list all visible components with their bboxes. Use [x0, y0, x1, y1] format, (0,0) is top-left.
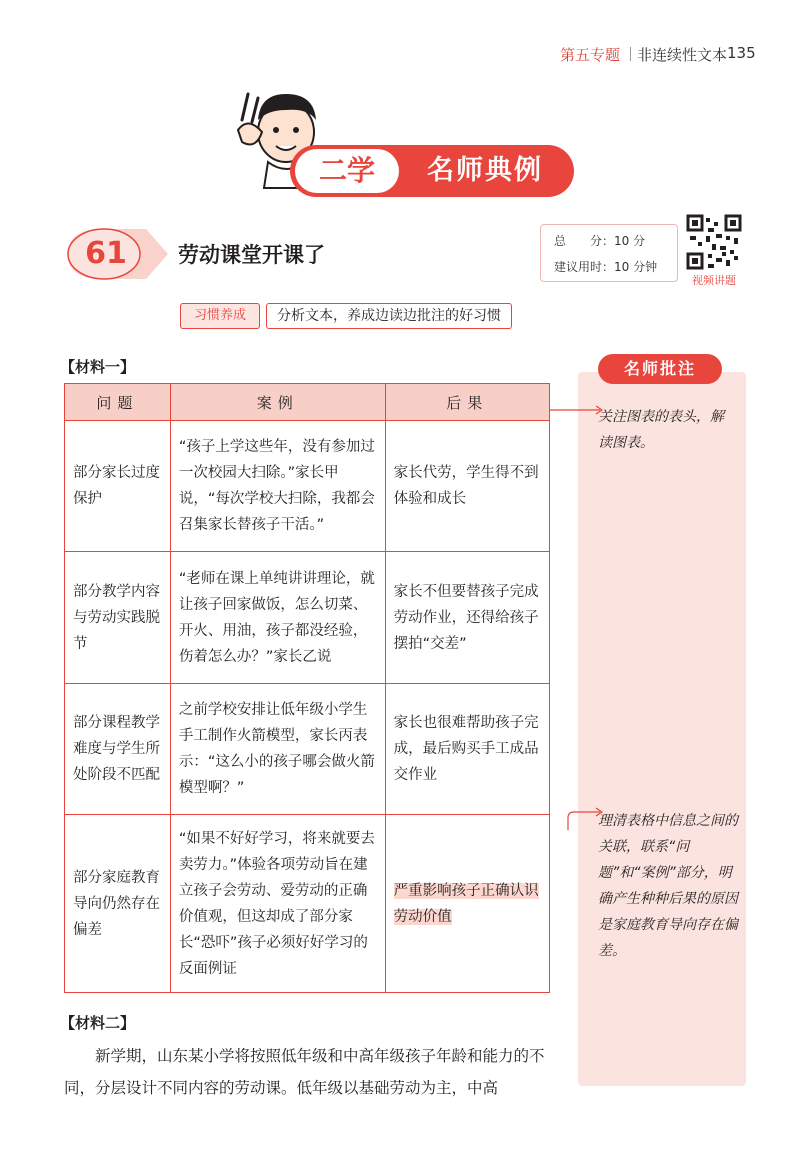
header-divider	[630, 47, 631, 61]
teacher-notes-tag: 名师批注	[598, 354, 722, 384]
cell-consequence: 家长代劳，学生得不到体验和成长	[385, 421, 549, 552]
cell-consequence: 家长不但要替孩子完成劳动作业，还得给孩子摆拍“交差”	[385, 552, 549, 684]
cell-problem: 部分课程教学难度与学生所处阶段不匹配	[65, 684, 171, 815]
page-header	[0, 0, 800, 86]
material-2-paragraph: 新学期，山东某小学将按照低年级和中高年级孩子年龄和能力的不同，分层设计不同内容的劳动课。低年级以基础劳动为主，中高	[64, 1047, 545, 1097]
cell-consequence: 家长也很难帮助孩子完成，最后购买手工成品交作业	[385, 684, 549, 815]
banner-title: 名师典例	[427, 155, 543, 186]
header-topic: 第五专题	[560, 46, 621, 64]
habit-tag: 习惯养成	[180, 303, 260, 329]
lesson-title: 劳动课堂开课了	[178, 243, 325, 267]
cell-problem: 部分家长过度保护	[65, 421, 171, 552]
cell-problem: 部分家庭教育导向仍然存在偏差	[65, 815, 171, 993]
cell-case: 之前学校安排让低年级小学生手工制作火箭模型，家长丙表示：“这么小的孩子哪会做火箭模型啊？”	[170, 684, 385, 815]
header-section-title: 非连续性文本	[637, 46, 728, 64]
cell-case: “孩子上学这些年，没有参加过一次校园大扫除。”家长甲说，“每次学校大扫除，我都会召集家长替孩子干活。”	[170, 421, 385, 552]
table-row	[65, 684, 550, 815]
material-1-table	[64, 383, 550, 993]
cell-case: “老师在课上单纯讲讲理论，就让孩子回家做饭，怎么切菜、开火、用油，孩子都没经验，伤着怎么办？”家长乙说	[170, 552, 385, 684]
column-header-case: 案例	[170, 384, 385, 421]
table-row	[65, 815, 550, 993]
column-header-consequence: 后果	[385, 384, 549, 421]
cell-case: “如果不好好学习，将来就要去卖劳力。”体验各项劳动旨在建立孩子会劳动、爱劳动的正确价值观，但这却成了部分家长“恐吓”孩子必须好好学习的反面例证	[170, 815, 385, 993]
cell-consequence	[385, 815, 549, 993]
column-header-problem: 问题	[65, 384, 171, 421]
annotation-connector	[548, 400, 608, 830]
suggested-time: 建议用时：10 分钟	[554, 260, 658, 274]
teacher-note-1: 关注图表的表头，解读图表。	[598, 409, 724, 451]
table-header-row	[65, 384, 550, 421]
total-score: 总 分：10 分	[554, 234, 646, 248]
material-1-heading: 【材料一】	[60, 358, 136, 376]
cell-problem: 部分教学内容与劳动实践脱节	[65, 552, 171, 684]
table-row	[65, 421, 550, 552]
teacher-note-2: 理清表格中信息之间的关联，联系“问题”和“案例”部分，明确产生种种后果的原因是家庭教育导向存在偏差。	[598, 813, 738, 959]
habit-text: 分析文本，养成边读边批注的好习惯	[266, 303, 512, 329]
table-row	[65, 552, 550, 684]
material-2-heading: 【材料二】	[60, 1014, 136, 1032]
page-number: 135	[727, 44, 756, 62]
lesson-number: 61	[85, 236, 127, 271]
qr-code-icon[interactable]	[686, 214, 742, 270]
qr-label: 视频讲题	[692, 274, 736, 287]
banner-number-label: 二学	[318, 154, 375, 187]
highlighted-consequence: 严重影响孩子正确认识劳动价值	[393, 882, 539, 925]
